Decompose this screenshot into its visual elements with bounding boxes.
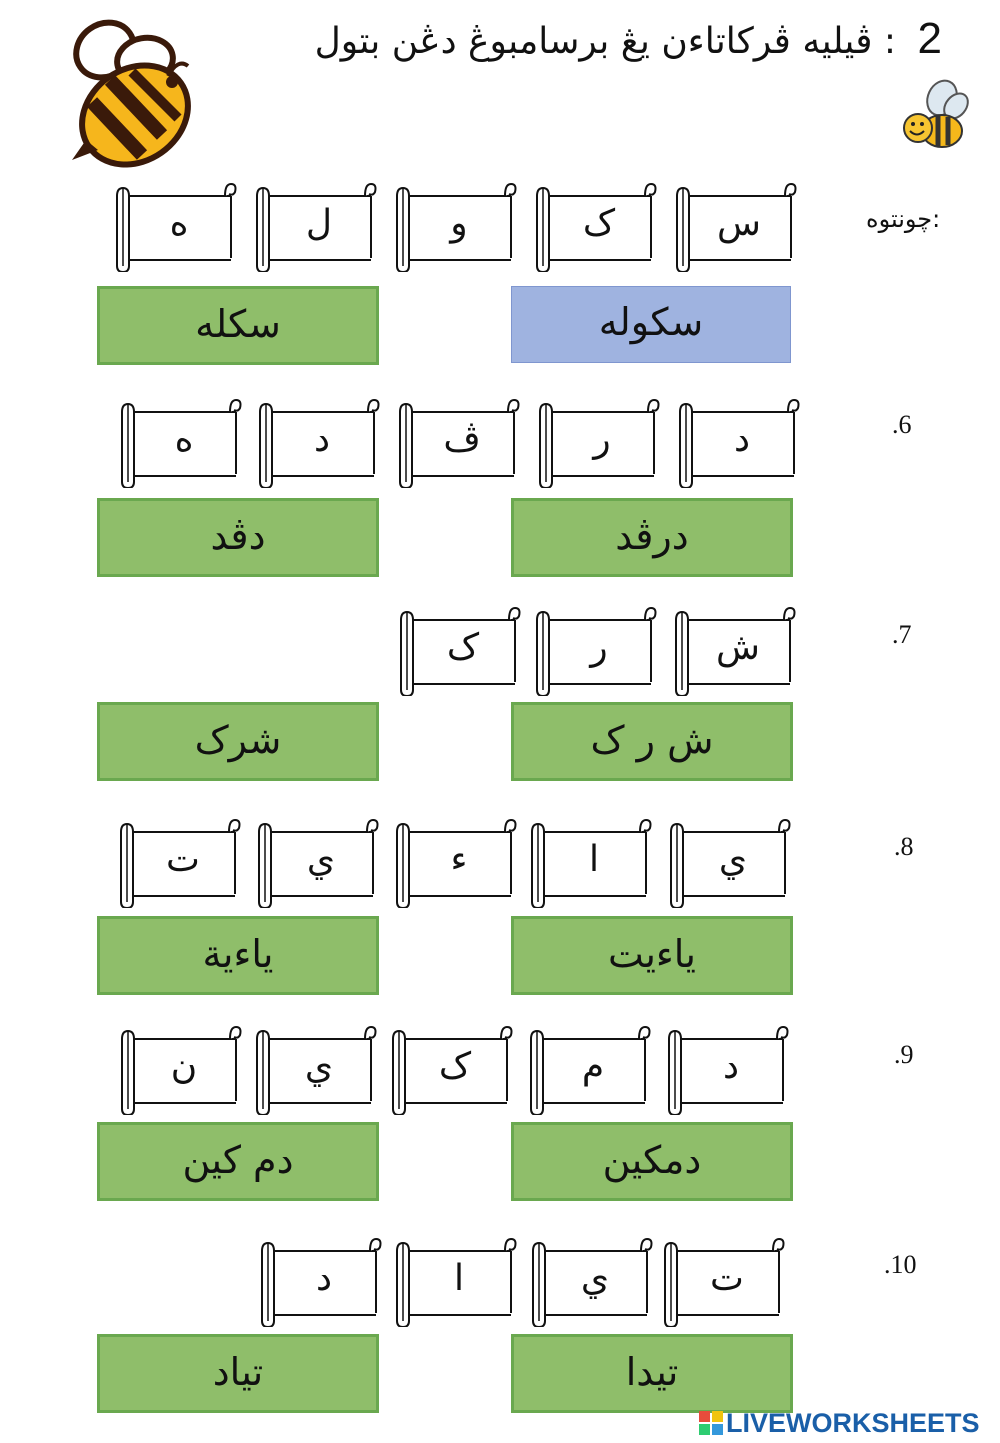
scroll-letter: ش (716, 627, 760, 668)
scroll-letter: ي (580, 1258, 610, 1299)
answer-option[interactable]: ش ر ک (511, 702, 793, 781)
answer-option[interactable]: سکوله (511, 286, 791, 363)
question-label-9: .9 (894, 1040, 914, 1069)
question-number: 2 (917, 14, 942, 63)
scroll-letter: ت (710, 1258, 744, 1299)
letter-scroll (674, 398, 800, 488)
letter-scroll (251, 1025, 377, 1115)
letter-scroll (534, 398, 660, 488)
logo-text: LIVEWORKSHEETS (726, 1408, 980, 1438)
scroll-letter: ه (169, 203, 189, 244)
letter-scroll (663, 1025, 789, 1115)
letter-scroll (659, 1237, 785, 1327)
scroll-letter: ت (166, 839, 200, 880)
letter-scroll (531, 182, 657, 272)
answer-option[interactable]: شرک (97, 702, 379, 781)
scroll-letter: د (733, 419, 751, 460)
letter-scroll (670, 606, 796, 696)
bee-icon (50, 10, 200, 180)
small-bee-icon (898, 76, 970, 156)
letter-scroll (116, 398, 242, 488)
letter-scroll (665, 818, 791, 908)
scroll-letter: ر (593, 419, 611, 460)
letter-scroll (526, 818, 652, 908)
letter-scroll (391, 182, 517, 272)
answer-option[interactable]: درڤد (511, 498, 793, 577)
answer-option[interactable]: تيدا (511, 1334, 793, 1413)
scroll-letter: ه (174, 419, 194, 460)
answer-option[interactable]: تياد (97, 1334, 379, 1413)
letter-scroll (251, 182, 377, 272)
question-label-8: .8 (894, 832, 914, 861)
scroll-letter: م (581, 1046, 605, 1087)
scroll-letter: ا (453, 1258, 464, 1299)
scroll-letter: ي (304, 1046, 334, 1087)
example-label: چونتوه: (866, 205, 941, 233)
scroll-letter: ي (718, 839, 748, 880)
question-label-7: .7 (892, 620, 912, 649)
scroll-letter: د (313, 419, 331, 460)
scroll-letter: ل (305, 203, 333, 244)
question-label-10: .10 (884, 1250, 917, 1279)
answer-option[interactable]: دڤد (97, 498, 379, 577)
liveworksheets-logo-icon (698, 1410, 724, 1436)
letter-scroll (531, 606, 657, 696)
letter-scroll (116, 1025, 242, 1115)
liveworksheets-logo (698, 1408, 980, 1439)
letter-scroll (254, 398, 380, 488)
worksheet-title (315, 14, 942, 64)
answer-option[interactable]: ياءية (97, 916, 379, 995)
letter-scroll (671, 182, 797, 272)
letter-scroll (387, 1025, 513, 1115)
scroll-letter: ڤ (443, 419, 481, 460)
scroll-letter: ک (446, 627, 480, 668)
scroll-letter: ي (306, 839, 336, 880)
question-label-6: .6 (892, 410, 912, 439)
letter-scroll (527, 1237, 653, 1327)
scroll-letter: ک (438, 1046, 472, 1087)
answer-option[interactable]: دم کين (97, 1122, 379, 1201)
scroll-letter: د (722, 1046, 740, 1087)
letter-scroll (391, 818, 517, 908)
title-text: : ڤيليه ڤركاتاءن يڠ برسامبوڠ دڠن بتول (314, 21, 897, 62)
scroll-letter: ن (170, 1046, 198, 1087)
answer-option[interactable]: ياءيت (511, 916, 793, 995)
answer-option[interactable]: دمکين (511, 1122, 793, 1201)
scroll-letter: ک (582, 203, 616, 244)
letter-scroll (391, 1237, 517, 1327)
scroll-letter: ء (450, 839, 468, 880)
letter-scroll (111, 182, 237, 272)
letter-scroll (395, 606, 521, 696)
letter-scroll (115, 818, 241, 908)
scroll-letter: ر (590, 627, 608, 668)
scroll-letter: و (450, 203, 468, 244)
scroll-letter: ا (588, 839, 599, 880)
letter-scroll (394, 398, 520, 488)
letter-scroll (253, 818, 379, 908)
scroll-letter: س (717, 203, 761, 244)
scroll-letter: د (315, 1258, 333, 1299)
answer-option[interactable]: سکله (97, 286, 379, 365)
letter-scroll (525, 1025, 651, 1115)
letter-scroll (256, 1237, 382, 1327)
